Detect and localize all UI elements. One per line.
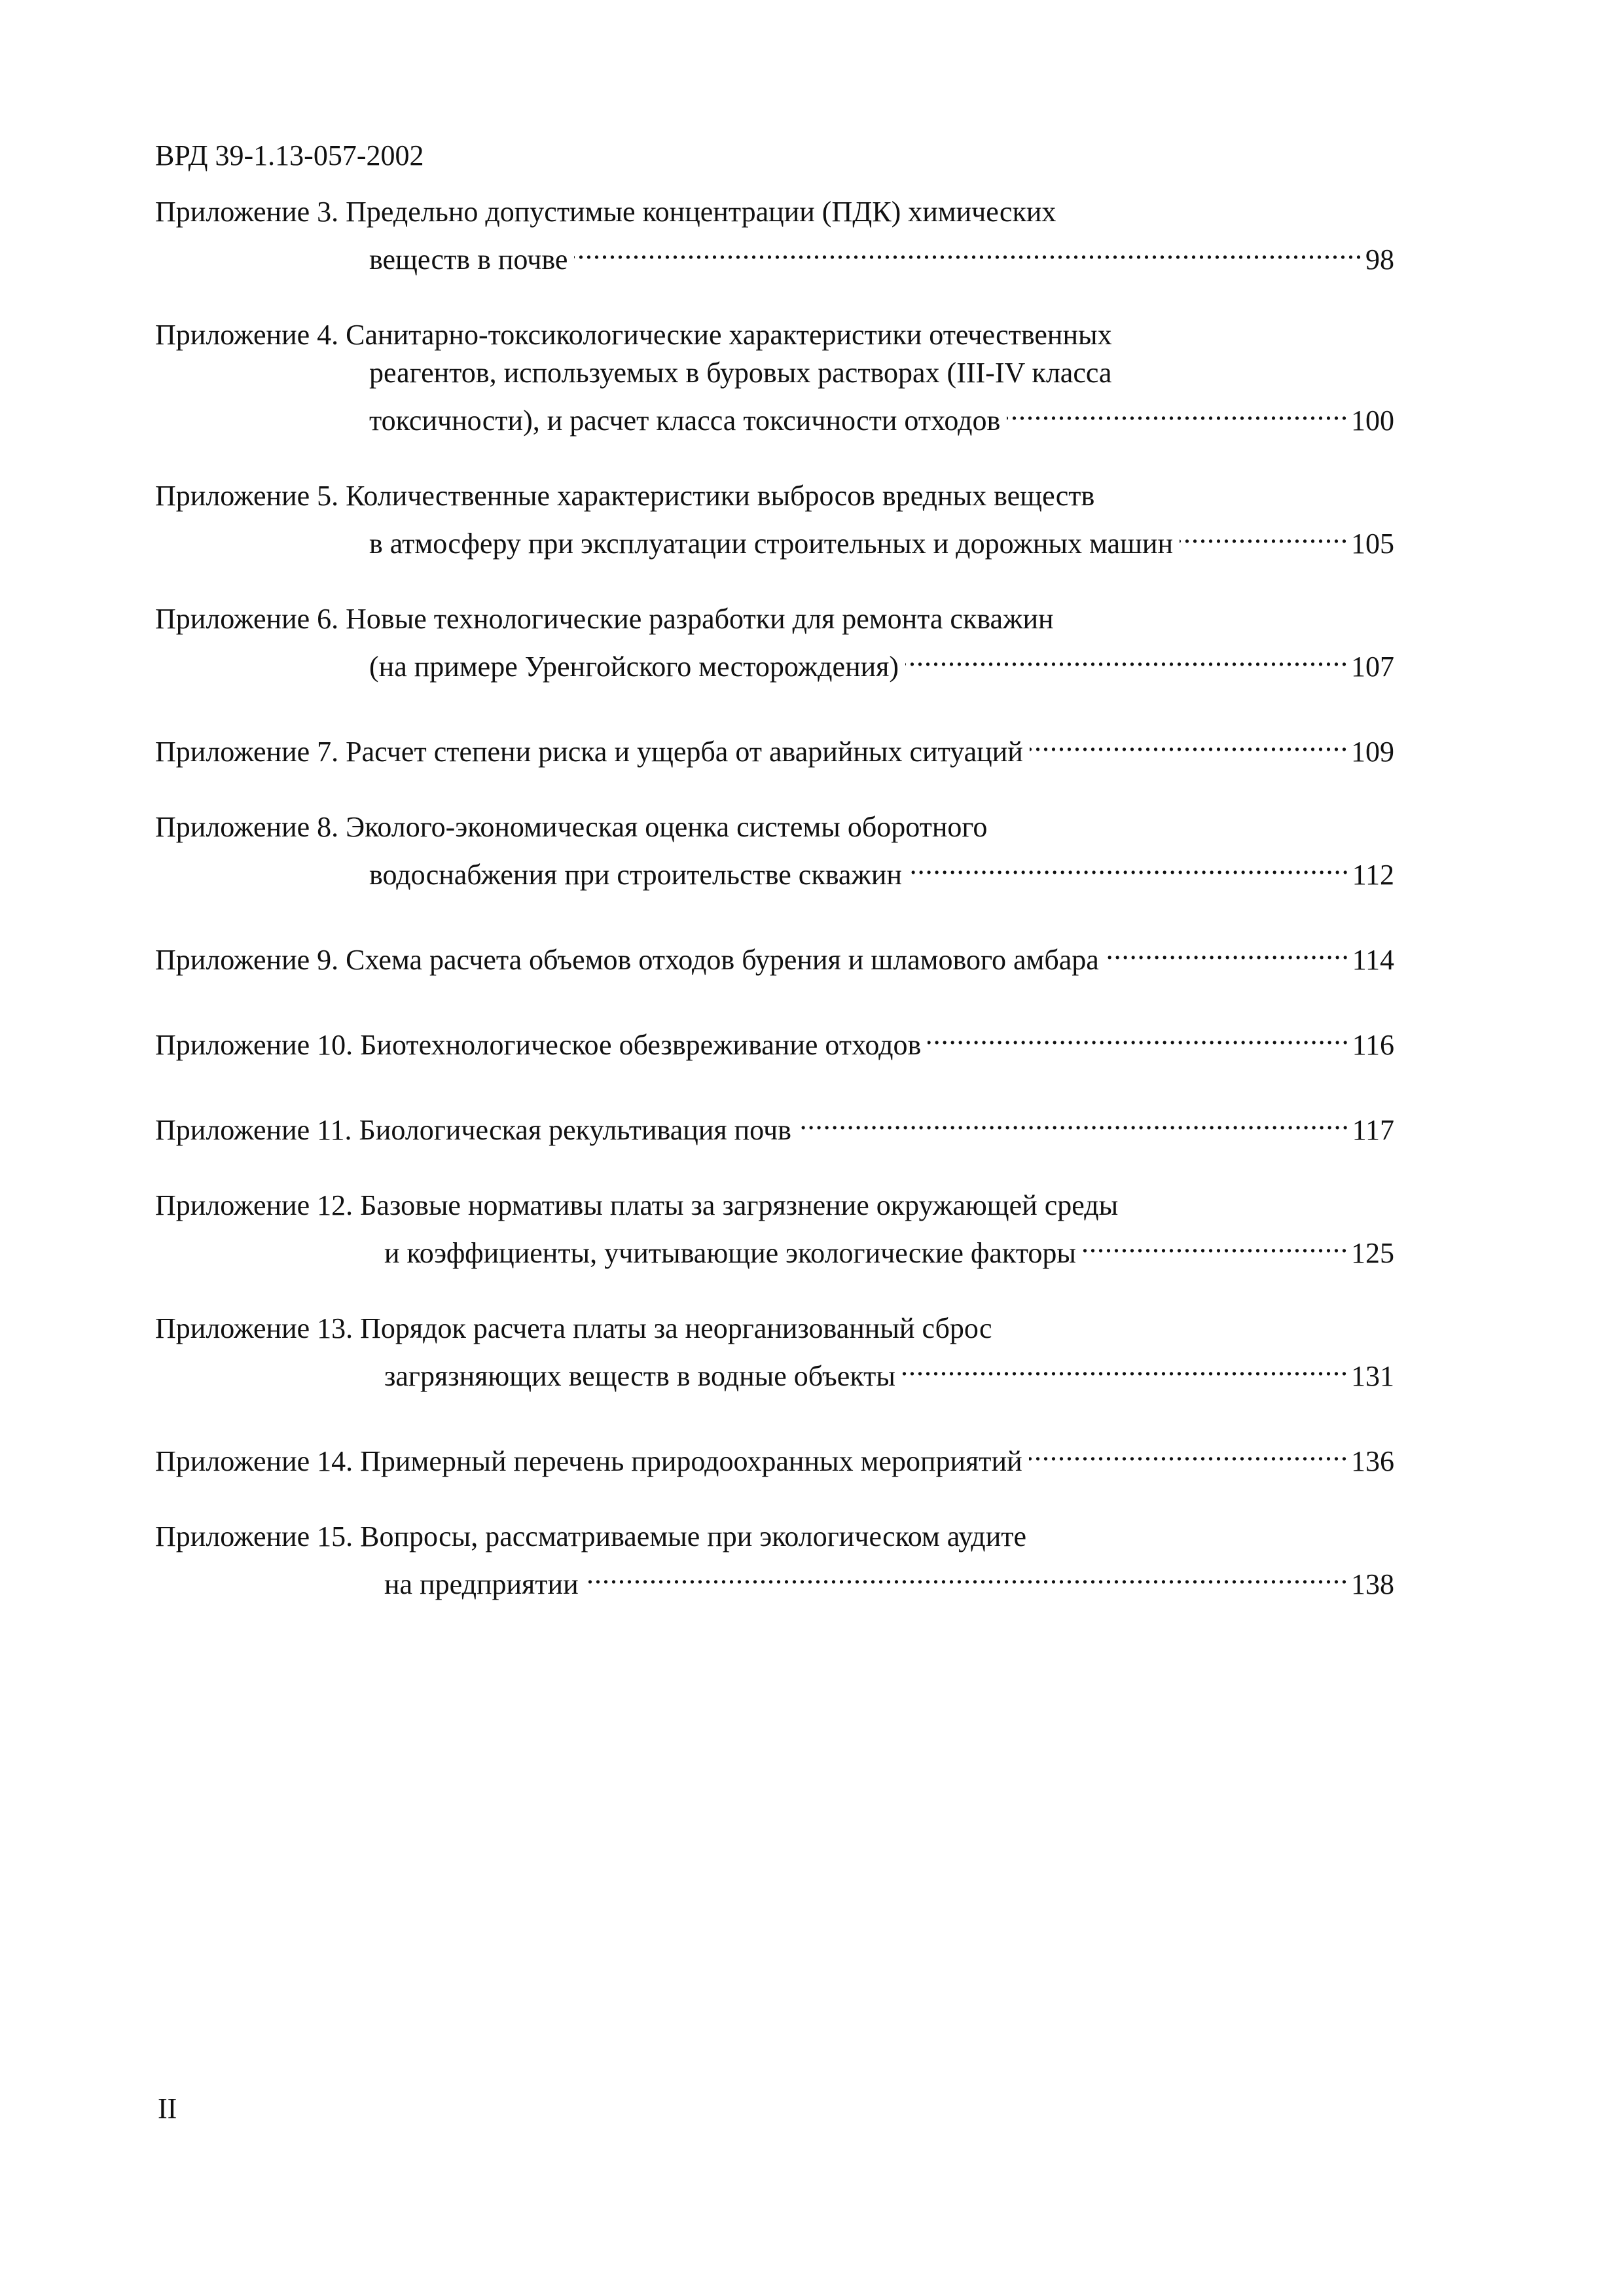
toc-entry[interactable]: [155, 723, 1394, 771]
toc-entry-page-number: 107: [1351, 651, 1394, 683]
toc-entry-page-number: 109: [1351, 736, 1394, 768]
toc-dot-leader: [1007, 392, 1348, 430]
toc-entry-prefix: Приложение 3.: [155, 196, 339, 228]
toc-entry-continuation-line: [155, 846, 1394, 894]
toc-entry-first-line: [155, 808, 1394, 846]
toc-entry-first-line: [155, 193, 1394, 231]
toc-entry-continuation-line: [155, 1556, 1394, 1604]
toc-entry-first-line: [155, 1310, 1394, 1348]
toc-entry-title-line: (на примере Уренгойского месторождения): [369, 651, 899, 683]
toc-entry-title-line: Базовые нормативы платы за загрязнение окружающей среды: [360, 1189, 1119, 1221]
toc-dot-leader: [574, 231, 1363, 269]
toc-entry-first-line: [155, 931, 1394, 979]
toc-entry-title-line: в атмосферу при эксплуатации строительных и дорожных машин: [369, 528, 1174, 560]
toc-entry-prefix: Приложение 4.: [155, 319, 339, 351]
toc-entry-prefix: Приложение 13.: [155, 1312, 353, 1344]
toc-entry-prefix: Приложение 11.: [155, 1114, 352, 1146]
toc-entry-title-line: Новые технологические разработки для ремонта скважин: [346, 603, 1054, 635]
toc-entry-first-line: [155, 1433, 1394, 1480]
toc-entry[interactable]: [155, 808, 1394, 894]
toc-entry[interactable]: [155, 1310, 1394, 1395]
page-number: II: [158, 2092, 177, 2125]
toc-entry-page-number: 114: [1352, 944, 1394, 976]
toc-dot-leader: [1029, 1433, 1348, 1471]
toc-dot-leader: [909, 846, 1350, 884]
toc-dot-leader: [798, 1102, 1350, 1139]
toc-entry-continuation-line: [155, 392, 1394, 440]
toc-entry-first-line: [155, 723, 1394, 771]
table-of-contents: [155, 193, 1394, 1641]
toc-entry-page-number: 116: [1352, 1029, 1394, 1061]
toc-entry-continuation-line: [155, 231, 1394, 279]
toc-entry-first-line: [155, 1102, 1394, 1149]
toc-entry-first-line: [155, 1187, 1394, 1225]
toc-entry-title-line: токсичности), и расчет класса токсичности отходов: [369, 404, 1001, 437]
toc-entry[interactable]: [155, 600, 1394, 686]
toc-entry[interactable]: [155, 1016, 1394, 1064]
toc-entry-title-line: Схема расчета объемов отходов бурения и шламового амбара: [346, 944, 1099, 976]
toc-entry-prefix: Приложение 12.: [155, 1189, 353, 1221]
toc-entry-page-number: 136: [1351, 1445, 1394, 1477]
toc-entry[interactable]: [155, 193, 1394, 279]
toc-entry-prefix: Приложение 14.: [155, 1445, 353, 1477]
toc-entry-prefix: Приложение 10.: [155, 1029, 353, 1061]
toc-entry-continuation-line: [155, 354, 1394, 392]
toc-entry-title-line: Санитарно-токсикологические характеристики отечественных: [346, 319, 1112, 351]
toc-entry-title-line: Вопросы, рассматриваемые при экологическом аудите: [360, 1520, 1026, 1552]
toc-entry-continuation-line: [155, 515, 1394, 563]
toc-entry-prefix: Приложение 8.: [155, 811, 339, 843]
toc-entry-prefix: Приложение 5.: [155, 480, 339, 512]
toc-entry-title-line: и коэффициенты, учитывающие экологические факторы: [384, 1237, 1076, 1269]
toc-entry-prefix: Приложение 6.: [155, 603, 339, 635]
toc-entry[interactable]: [155, 1433, 1394, 1480]
toc-entry[interactable]: [155, 316, 1394, 440]
toc-entry-title-line: Расчет степени риска и ущерба от аварийных ситуаций: [346, 736, 1023, 768]
toc-entry-title-line: водоснабжения при строительстве скважин: [369, 859, 902, 891]
toc-entry-page-number: 138: [1351, 1568, 1394, 1600]
toc-entry[interactable]: [155, 1187, 1394, 1272]
toc-dot-leader: [902, 1348, 1348, 1386]
toc-dot-leader: [1030, 723, 1348, 761]
toc-entry-continuation-line: [155, 1348, 1394, 1395]
toc-entry-first-line: [155, 477, 1394, 515]
toc-entry-page-number: 98: [1365, 243, 1394, 276]
toc-entry-prefix: Приложение 9.: [155, 944, 339, 976]
toc-entry-first-line: [155, 600, 1394, 638]
toc-dot-leader: [1106, 931, 1350, 969]
toc-dot-leader: [1180, 515, 1348, 553]
toc-entry-prefix: Приложение 7.: [155, 736, 339, 768]
toc-entry-title-line: реагентов, используемых в буровых растворах (III-IV класса: [369, 357, 1112, 389]
toc-entry-title-line: Биологическая рекультивация почв: [359, 1114, 791, 1146]
toc-entry-continuation-line: [155, 1225, 1394, 1272]
toc-entry-title-line: на предприятии: [384, 1568, 579, 1600]
toc-entry[interactable]: [155, 1518, 1394, 1604]
toc-entry-title-line: веществ в почве: [369, 243, 568, 276]
toc-entry-title-line: Порядок расчета платы за неорганизованный сброс: [360, 1312, 992, 1344]
toc-entry-page-number: 125: [1351, 1237, 1394, 1269]
toc-entry-continuation-line: [155, 638, 1394, 686]
toc-entry-first-line: [155, 1518, 1394, 1556]
toc-dot-leader: [585, 1556, 1348, 1594]
toc-entry-title-line: Биотехнологическое обезвреживание отходов: [360, 1029, 922, 1061]
toc-entry[interactable]: [155, 1102, 1394, 1149]
toc-entry-title-line: Количественные характеристики выбросов вредных веществ: [346, 480, 1095, 512]
toc-entry-title-line: загрязняющих веществ в водные объекты: [384, 1360, 895, 1392]
toc-entry[interactable]: [155, 477, 1394, 563]
toc-entry-page-number: 105: [1351, 528, 1394, 560]
toc-entry-page-number: 112: [1352, 859, 1394, 891]
document-code: ВРД 39-1.13-057-2002: [155, 139, 424, 171]
toc-dot-leader: [1083, 1225, 1348, 1263]
toc-entry-page-number: 117: [1352, 1114, 1394, 1146]
toc-entry-page-number: 100: [1351, 404, 1394, 437]
toc-dot-leader: [905, 638, 1348, 676]
toc-entry-prefix: Приложение 15.: [155, 1520, 353, 1552]
toc-entry-title-line: Эколого-экономическая оценка системы оборотного: [346, 811, 988, 843]
toc-dot-leader: [928, 1016, 1349, 1054]
toc-entry-first-line: [155, 316, 1394, 354]
toc-entry-first-line: [155, 1016, 1394, 1064]
toc-entry-title-line: Предельно допустимые концентрации (ПДК) химических: [346, 196, 1056, 228]
toc-entry[interactable]: [155, 931, 1394, 979]
toc-entry-page-number: 131: [1351, 1360, 1394, 1392]
toc-entry-title-line: Примерный перечень природоохранных мероприятий: [360, 1445, 1022, 1477]
